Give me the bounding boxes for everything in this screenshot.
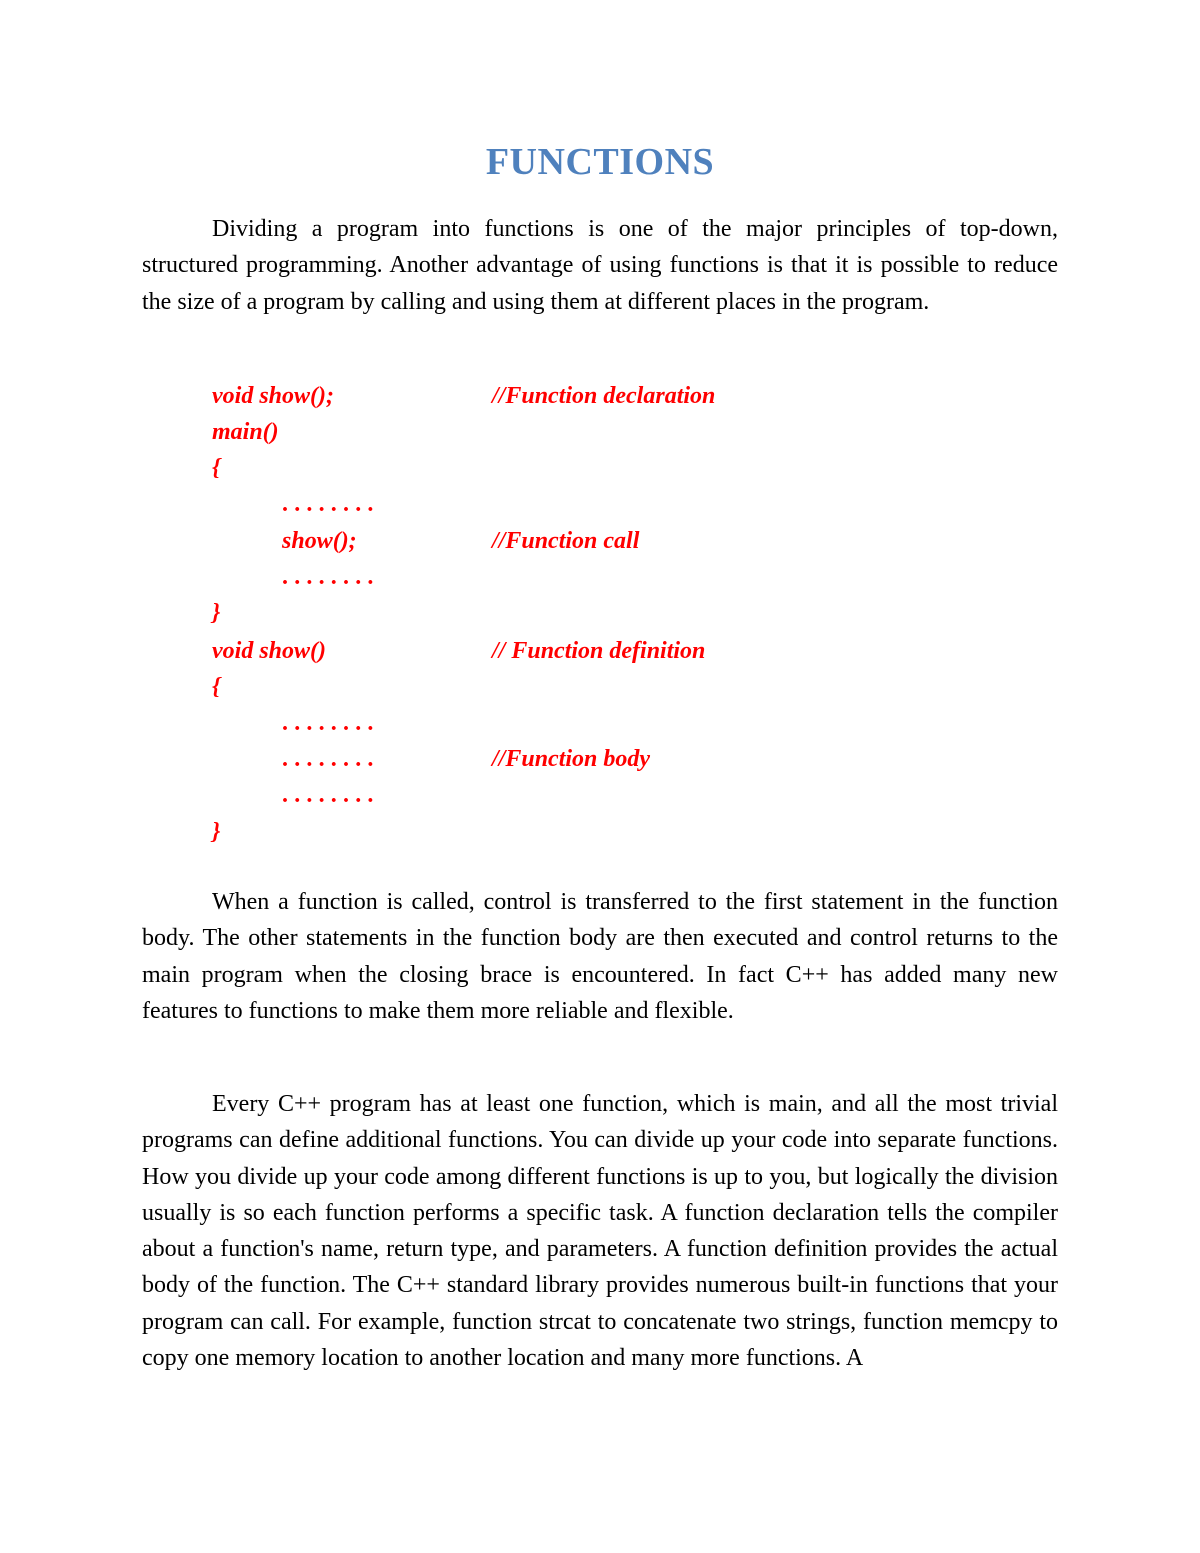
code-comment-body: //Function body — [492, 746, 651, 772]
code-line-definition: void show() — [212, 638, 326, 664]
code-open-brace-main: { — [212, 455, 221, 481]
code-dots: ........ — [282, 782, 380, 808]
cpp-functions-paragraph: Every C++ program has at least one function, which is main, and all the most trivial programs can define additional functions. You can divide up your code into separate functions. How you divide up your code among different functions is up to you, but logically the division usually is so each function performs a specific task. A function declaration tells the compiler about a function's name, return type, and parameters. A function definition provides the actual body of the function. The C++ standard library provides numerous built-in functions that your program can call. For example, function strcat to concatenate two strings, function memcpy to copy one memory location to another location and many more functions. A — [142, 1091, 1058, 1372]
code-open-brace-show: { — [212, 674, 221, 700]
function-call-paragraph: When a function is called, control is transferred to the first statement in the function body. The other statements in the function body are then executed and control returns to the main program when the closing brace is encountered. In fact C++ has added many new features to functions to make them more reliable and flexible. — [142, 889, 1058, 1024]
intro-paragraph: Dividing a program into functions is one of the major principles of top-down, structured programming. Another advantage of using functions is that it is possible to reduce the size of a program by calling and using them at different places in the program. — [142, 216, 1058, 315]
code-close-brace-main: } — [212, 600, 221, 626]
code-comment-definition: // Function definition — [492, 638, 706, 664]
code-dots: ........ — [282, 746, 380, 772]
page-title: FUNCTIONS — [485, 141, 715, 183]
code-close-brace-show: } — [212, 819, 221, 845]
code-line-declaration: void show(); — [212, 383, 334, 409]
code-dots: ........ — [282, 710, 380, 736]
code-dots: ........ — [282, 491, 380, 517]
code-line-main: main() — [212, 419, 279, 445]
code-comment-declaration: //Function declaration — [492, 383, 716, 409]
code-line-call: show(); — [282, 528, 357, 554]
code-comment-call: //Function call — [492, 528, 640, 554]
code-dots: ........ — [282, 564, 380, 590]
